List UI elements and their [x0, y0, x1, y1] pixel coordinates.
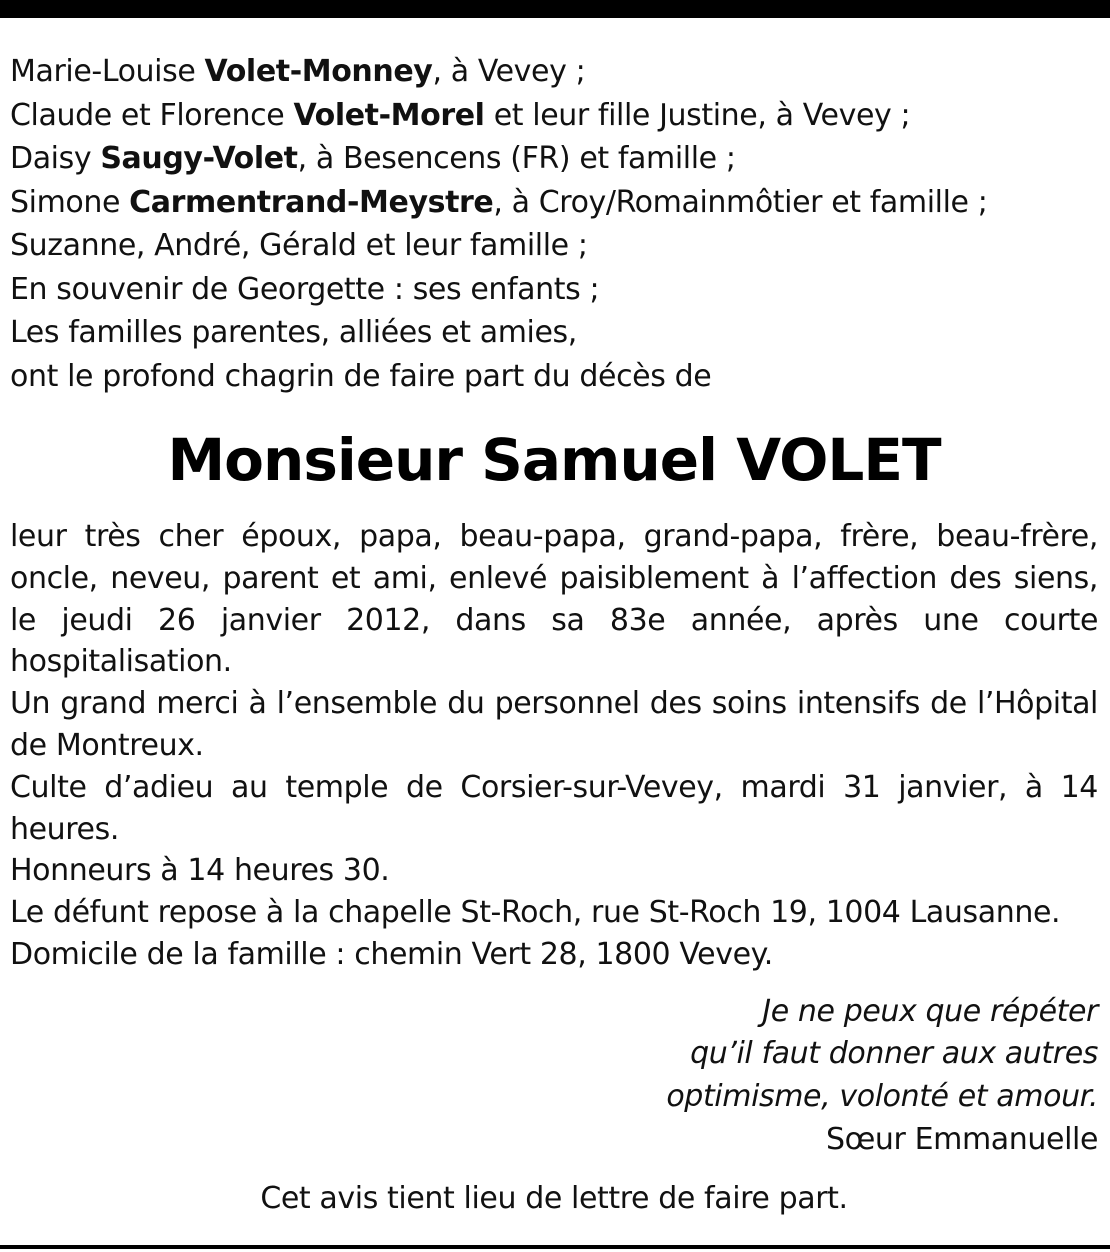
- bottom-rule: [0, 1245, 1110, 1249]
- announcer-first-name: Marie-Louise: [10, 54, 205, 89]
- top-rule: [0, 0, 1110, 18]
- announcer-location: , à Besencens (FR) et famille ;: [297, 141, 736, 176]
- announcer-line: [10, 94, 1098, 138]
- body-paragraph: Honneurs à 14 heures 30.: [10, 853, 390, 889]
- announcer-line: [10, 50, 1098, 94]
- announcer-line: Suzanne, André, Gérald et leur famille ;: [10, 228, 588, 263]
- death-notice: [10, 50, 1098, 1221]
- quote-line: optimisme, volonté et amour.: [666, 1078, 1098, 1114]
- announcer-surname: Volet-Monney: [204, 54, 433, 89]
- announcer-first-name: Claude et Florence: [10, 97, 294, 133]
- announcer-first-name: Daisy: [10, 141, 101, 176]
- announcer-surname: Saugy-Volet: [100, 141, 298, 176]
- quote-line: qu’il faut donner aux autres: [690, 1036, 1098, 1072]
- body-paragraph: Culte d’adieu au temple de Corsier-sur-Vevey, mardi 31 janvier, à 14 heures.: [10, 769, 1098, 847]
- announcement-sentence: ont le profond chagrin de faire part du décès de: [10, 358, 712, 394]
- body-paragraph: leur très cher époux, papa, beau-papa, grand-papa, frère, beau-frère, oncle, neveu, parent et ami, enlevé paisiblement à l’affection des siens, le jeudi 26 janvier 2012, dans sa 83e année, après une courte hospitalisation.: [10, 519, 1098, 680]
- announcer-line: En souvenir de Georgette : ses enfants ;: [10, 271, 600, 307]
- announcer-line: [10, 181, 1098, 225]
- body-paragraph: Un grand merci à l’ensemble du personnel des soins intensifs de l’Hôpital de Montreux.: [10, 686, 1098, 763]
- deceased-name: Monsieur Samuel VOLET: [167, 426, 941, 494]
- announcer-line: Les familles parentes, alliées et amies,: [10, 315, 577, 350]
- body-paragraph: Domicile de la famille : chemin Vert 28, 1800 Vevey.: [10, 936, 773, 972]
- quote-line: Je ne peux que répéter: [762, 993, 1098, 1029]
- announcer-surname: Volet-Morel: [293, 97, 485, 133]
- announcer-surname: Carmentrand-Meystre: [129, 184, 494, 220]
- announcer-location: , à Vevey ;: [432, 54, 586, 89]
- quote: [10, 991, 1098, 1119]
- body-paragraph: Le défunt repose à la chapelle St-Roch, rue St-Roch 19, 1004 Lausanne.: [10, 895, 1061, 931]
- notice-body: [10, 516, 1098, 976]
- quote-author: Sœur Emmanuelle: [825, 1122, 1098, 1158]
- closing-note: Cet avis tient lieu de lettre de faire part.: [260, 1181, 848, 1217]
- announcer-first-name: Simone: [10, 184, 130, 220]
- announcer-line: [10, 137, 1098, 181]
- announcer-location: et leur fille Justine, à Vevey ;: [484, 97, 911, 133]
- announcer-location: , à Croy/Romainmôtier et famille ;: [493, 184, 988, 220]
